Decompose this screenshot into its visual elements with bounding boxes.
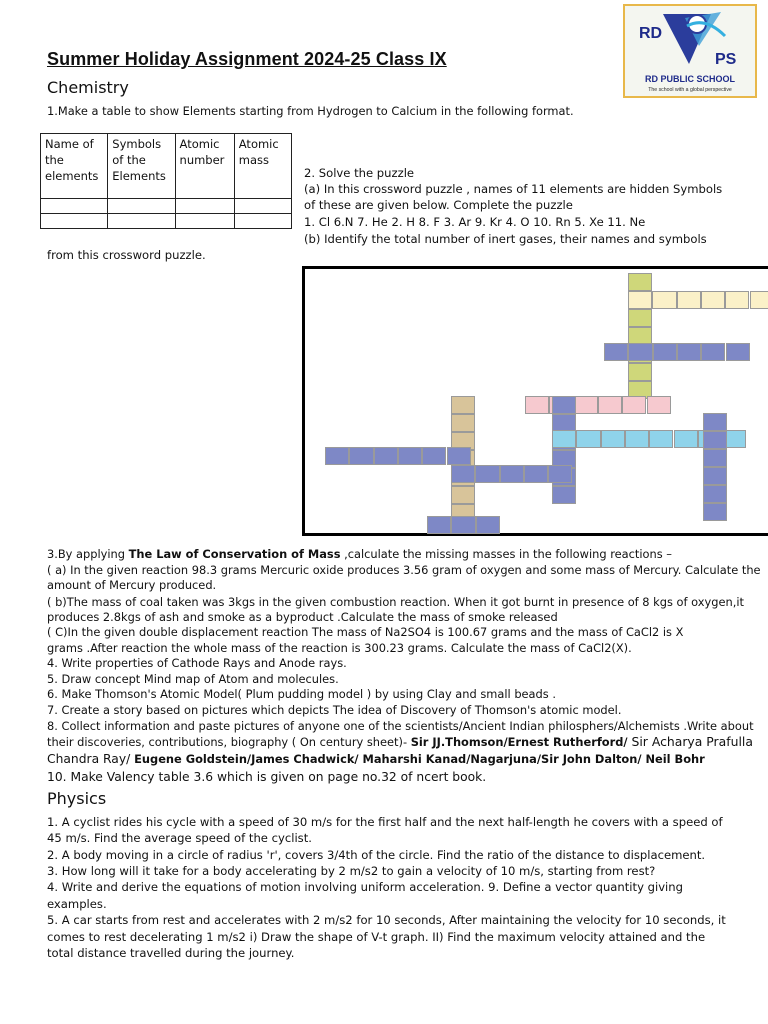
- crossword-cell: [628, 363, 652, 381]
- chem-q10: 10. Make Valency table 3.6 which is given on page no.32 of ncert book.: [47, 770, 487, 784]
- crossword-cell: [451, 465, 475, 483]
- crossword-cell: [548, 465, 572, 483]
- school-logo: [623, 4, 757, 98]
- physics-heading: Physics: [47, 789, 107, 808]
- crossword-cell: [703, 449, 727, 467]
- chem-q3c-1: ( C)In the given double displacement reaction The mass of Na2SO4 is 100.67 grams and the mass of CaCl2 is X: [47, 625, 684, 639]
- crossword-cell: [701, 343, 725, 361]
- crossword-cell: [653, 343, 677, 361]
- chem-q2-l1: 2. Solve the puzzle: [304, 166, 415, 180]
- chem-q3a-1: ( a) In the given reaction 98.3 grams Mercuric oxide produces 3.56 gram of oxygen and some mass of Mercury. Calculate the: [47, 563, 761, 577]
- crossword-cell: [552, 486, 576, 504]
- crossword-cell: [703, 431, 727, 449]
- phys-p5-2: comes to rest decelerating 1 m/s2 i) Draw the shape of V-t graph. II) Find the maximum velocity attained and the: [47, 930, 706, 944]
- crossword-cell: [628, 291, 652, 309]
- crossword-cell: [625, 430, 649, 448]
- crossword-cell: [601, 430, 625, 448]
- phys-p3: 3. How long will it take for a body accelerating by 2 m/s2 to gain a velocity of 10 m/s, starting from rest?: [47, 864, 656, 878]
- crossword-cell: [422, 447, 446, 465]
- crossword-cell: [652, 291, 676, 309]
- phys-p4-2: examples.: [47, 897, 107, 911]
- logo-initials-right: PS: [715, 51, 737, 68]
- crossword-cell: [552, 430, 576, 448]
- logo-name: RD PUBLIC SCHOOL: [645, 74, 735, 84]
- crossword-cell: [628, 273, 652, 291]
- phys-p1-1: 1. A cyclist rides his cycle with a speed of 30 m/s for the first half and the next half-length he covers with a speed of: [47, 815, 723, 829]
- crossword-cell: [475, 465, 499, 483]
- crossword-cell: [574, 396, 598, 414]
- crossword-cell: [576, 430, 600, 448]
- logo-graphic: [625, 6, 755, 96]
- phys-p2: 2. A body moving in a circle of radius 'r', covers 3/4th of the circle. Find the ratio of the distance to displacement.: [47, 848, 706, 862]
- crossword-cell: [476, 516, 500, 534]
- chem-q5: 5. Draw concept Mind map of Atom and molecules.: [47, 672, 339, 686]
- phys-p5-1: 5. A car starts from rest and accelerates with 2 m/s2 for 10 seconds, After maintaining the velocity for 10 seconds, it: [47, 913, 726, 927]
- crossword-cell: [451, 516, 475, 534]
- crossword-cell: [703, 467, 727, 485]
- crossword-cell: [500, 465, 524, 483]
- chem-q6: 6. Make Thomson's Atomic Model( Plum pudding model ) by using Clay and small beads .: [47, 687, 556, 701]
- crossword-cell: [677, 343, 701, 361]
- crossword-cell: [703, 413, 727, 431]
- chem-q8-3: Chandra Ray/ Eugene Goldstein/James Chadwick/ Maharshi Kanad/Nagarjuna/Sir John Dalton/ Neil Bohr: [47, 752, 705, 766]
- crossword-cell: [677, 291, 701, 309]
- chem-q8-2: their discoveries, contributions, biography ( On century sheet)- Sir JJ.Thomson/Ernest Rutherford/ Sir Acharya Prafulla: [47, 734, 753, 749]
- crossword-puzzle: [302, 266, 768, 536]
- page-title: Summer Holiday Assignment 2024-25 Class IX: [47, 49, 447, 69]
- logo-initials-left: RD: [639, 25, 663, 42]
- elements-table: [40, 133, 292, 229]
- table-header-name: Name of the elements: [41, 134, 108, 199]
- chem-q1: 1.Make a table to show Elements starting from Hydrogen to Calcium in the following format.: [47, 104, 574, 118]
- chem-q2-l3: of these are given below. Complete the puzzle: [304, 198, 573, 212]
- crossword-cell: [524, 465, 548, 483]
- crossword-cell: [552, 396, 576, 414]
- chem-q3: 3.By applying The Law of Conservation of Mass ,calculate the missing masses in the following reactions –: [47, 547, 672, 561]
- crossword-cell: [726, 343, 750, 361]
- chemistry-heading: Chemistry: [47, 78, 129, 97]
- chem-q3b-1: ( b)The mass of coal taken was 3kgs in the given combustion reaction. When it got burnt in presence of 8 kgs of oxygen,it: [47, 595, 744, 609]
- table-row: [41, 199, 292, 214]
- logo-tagline: The school with a global perspective: [648, 87, 732, 93]
- chem-q3b-2: produces 2.8kgs of ash and smoke as a byproduct .Calculate the mass of smoke released: [47, 610, 558, 624]
- chem-q8-1: 8. Collect information and paste pictures of anyone one of the scientists/Ancient Indian philosphers/Alchemists .Write about: [47, 719, 754, 733]
- crossword-cell: [701, 291, 725, 309]
- phys-p5-3: total distance travelled during the journey.: [47, 946, 295, 960]
- crossword-cell: [703, 503, 727, 521]
- chem-q2-l4: 1. Cl 6.N 7. He 2. H 8. F 3. Ar 9. Kr 4. O 10. Rn 5. Xe 11. Ne: [304, 215, 646, 229]
- table-header-atomic-mass: Atomic mass: [234, 134, 291, 199]
- crossword-cell: [674, 430, 698, 448]
- chem-q7: 7. Create a story based on pictures which depicts The idea of Discovery of Thomson's atomic model.: [47, 703, 622, 717]
- crossword-cell: [451, 396, 475, 414]
- table-row: [41, 214, 292, 229]
- crossword-cell: [649, 430, 673, 448]
- crossword-cell: [451, 414, 475, 432]
- crossword-cell: [750, 291, 768, 309]
- crossword-cell: [451, 486, 475, 504]
- crossword-cell: [447, 447, 471, 465]
- chem-q2-l2: (a) In this crossword puzzle , names of 11 elements are hidden Symbols: [304, 182, 723, 196]
- chem-q3c-2: grams .After reaction the whole mass of the reaction is 300.23 grams. Calculate the mass of CaCl2(X).: [47, 641, 632, 655]
- crossword-cell: [598, 396, 622, 414]
- crossword-cell: [647, 396, 671, 414]
- table-header-symbol: Symbols of the Elements: [108, 134, 175, 199]
- crossword-cell: [622, 396, 646, 414]
- chem-q2-l5: (b) Identify the total number of inert gases, their names and symbols: [304, 232, 707, 246]
- law-of-conservation: The Law of Conservation of Mass: [128, 547, 341, 561]
- crossword-cell: [427, 516, 451, 534]
- table-header-atomic-number: Atomic number: [175, 134, 234, 199]
- crossword-cell: [628, 309, 652, 327]
- crossword-cell: [398, 447, 422, 465]
- crossword-cell: [604, 343, 628, 361]
- crossword-cell: [374, 447, 398, 465]
- crossword-cell: [525, 396, 549, 414]
- crossword-cell: [349, 447, 373, 465]
- phys-p1-2: 45 m/s. Find the average speed of the cyclist.: [47, 831, 312, 845]
- chem-q3a-2: amount of Mercury produced.: [47, 578, 217, 592]
- crossword-cell: [325, 447, 349, 465]
- crossword-cell: [703, 485, 727, 503]
- chem-q2-l6: from this crossword puzzle.: [47, 248, 206, 262]
- chem-q4: 4. Write properties of Cathode Rays and Anode rays.: [47, 656, 347, 670]
- phys-p4-1: 4. Write and derive the equations of motion involving uniform acceleration. 9. Define a vector quantity giving: [47, 880, 683, 894]
- crossword-cell: [725, 291, 749, 309]
- crossword-cell: [628, 343, 652, 361]
